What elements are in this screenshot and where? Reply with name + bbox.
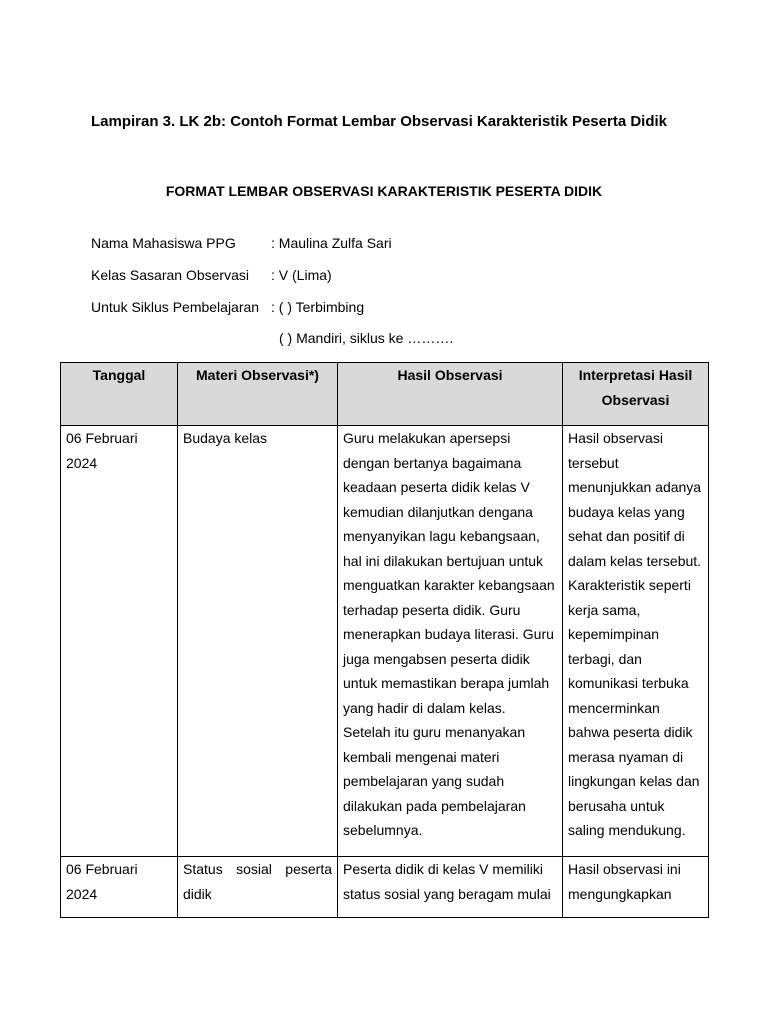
info-value: : ( ) Terbimbing (271, 299, 365, 315)
table-header-row (61, 363, 709, 426)
cell-result: Guru melakukan apersepsi dengan bertanya bagaimana keadaan peserta didik kelas V kemudian dilanjutkan dengana menyanyikan lagu kebangsaan, hal ini dilakukan bertujuan untuk menguatkan karakter kebangsaan terhadap peserta didik. Guru menerapkan budaya literasi. Guru juga mengabsen peserta didik untuk memastikan berapa jumlah yang hadir di dalam kelas. Setelah itu guru menanyakan kembali mengenai materi pembelajaran yang sudah dilakukan pada pembelajaran sebelumnya. (338, 426, 563, 857)
info-label: Untuk Siklus Pembelajaran (91, 299, 260, 315)
table-row (61, 426, 709, 857)
cell-date: 06 Februari 2024 (61, 857, 178, 918)
cell-interpretation: Hasil observasi ini mengungkapkan (563, 857, 709, 918)
info-label: Kelas Sasaran Observasi (91, 267, 249, 283)
table-row (61, 857, 709, 918)
info-value: : V (Lima) (271, 267, 332, 283)
info-cycle-independent: ( ) Mandiri, siklus ke ………. (279, 330, 454, 346)
cell-material: Status sosial peserta didik (178, 857, 338, 918)
observation-table (60, 362, 709, 918)
column-header-interpretation: Interpretasi Hasil Observasi (563, 363, 709, 426)
cell-interpretation: Hasil observasi tersebut menunjukkan adanya budaya kelas yang sehat dan positif di dalam kelas tersebut. Karakteristik seperti kerja sama, kepemimpinan terbagi, dan komunikasi terbuka mencerminkan bahwa peserta didik merasa nyaman di lingkungan kelas dan berusaha untuk saling mendukung. (563, 426, 709, 857)
column-header-date: Tanggal (61, 363, 178, 426)
cell-material: Budaya kelas (178, 426, 338, 857)
document-heading: Lampiran 3. LK 2b: Contoh Format Lembar Observasi Karakteristik Peserta Didik (91, 113, 668, 130)
info-value: : Maulina Zulfa Sari (271, 235, 392, 251)
cell-date: 06 Februari 2024 (61, 426, 178, 857)
column-header-material: Materi Observasi*) (178, 363, 338, 426)
info-label: Nama Mahasiswa PPG (91, 235, 236, 251)
column-header-result: Hasil Observasi (338, 363, 563, 426)
form-title: FORMAT LEMBAR OBSERVASI KARAKTERISTIK PESERTA DIDIK (165, 183, 603, 199)
cell-result: Peserta didik di kelas V memiliki status sosial yang beragam mulai (338, 857, 563, 918)
